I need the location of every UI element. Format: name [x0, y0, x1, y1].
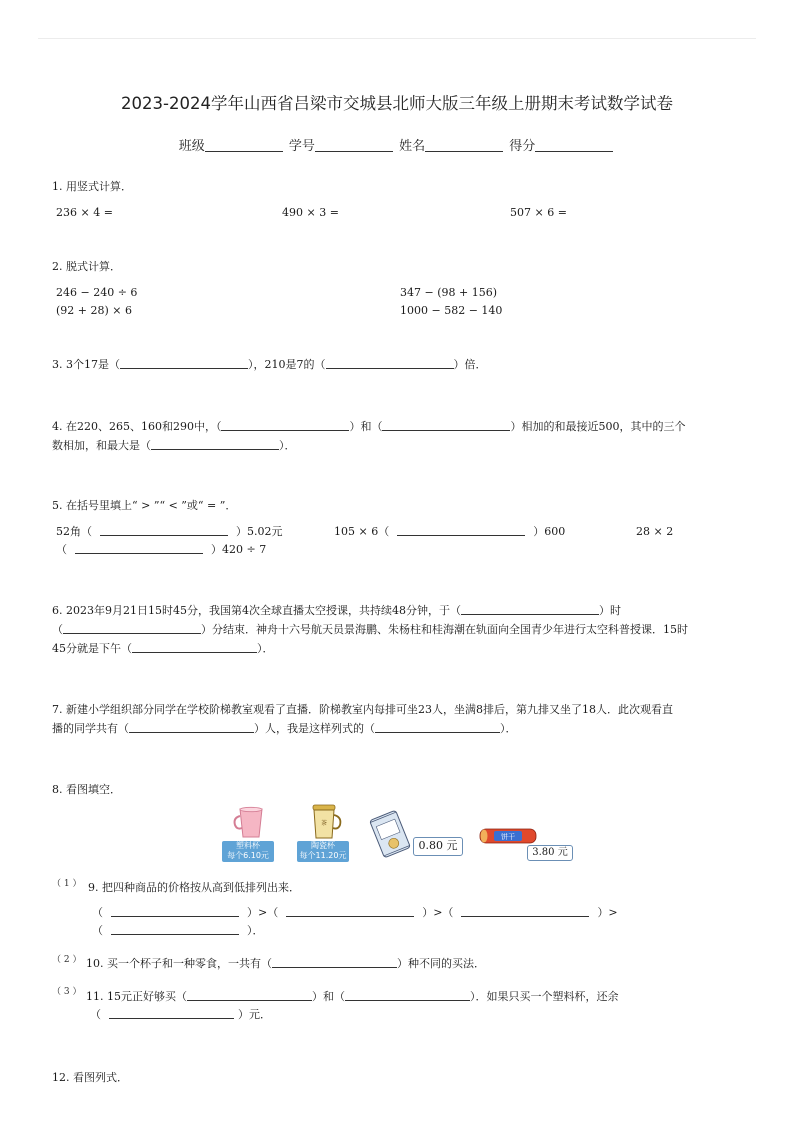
q1-label: 1. 用竖式计算． — [52, 180, 132, 193]
s3-line-2: （ ）元． — [90, 1008, 271, 1021]
q2-item-1: 246 − 240 ÷ 6 — [56, 286, 138, 299]
s1-line-2: （ ）． — [92, 924, 264, 937]
q6-line-3: 45分就是下午（ ）． — [52, 642, 274, 655]
s3-blank-3[interactable] — [109, 1007, 234, 1019]
q6-blank-2[interactable] — [63, 622, 201, 634]
q5-blank-1[interactable] — [100, 524, 228, 536]
biscuit-roll-label: 饼干 — [501, 833, 515, 841]
q2-label: 2. 脱式计算． — [52, 260, 121, 273]
q3-blank-2[interactable] — [326, 357, 454, 369]
q6-line-1: 6. 2023年9月21日15时45分，我国第4次全球直播太空授课，共持续48分钟，于（ ）时 — [52, 604, 621, 617]
svg-text:茶: 茶 — [320, 820, 328, 827]
sub-question-number-1: （ 1 ） — [52, 879, 82, 889]
q7-line-1: 7. 新建小学组织部分同学在学校阶梯教室观看了直播．阶梯教室内每排可坐23人，坐满8排后，第九排又坐了18人．此次观看直 — [52, 703, 673, 716]
q5-blank-2[interactable] — [397, 524, 525, 536]
q12-label: 12. 看图列式． — [52, 1071, 128, 1084]
s2-line: 10. 买一个杯子和一种零食，一共有（ ）种不同的买法． — [86, 957, 485, 970]
page-title: 2023-2024学年山西省吕梁市交城县北师大版三年级上册期末考试数学试卷 — [121, 94, 673, 113]
q7-blank-2[interactable] — [375, 721, 500, 733]
q4-blank-1[interactable] — [221, 419, 349, 431]
q4-blank-3[interactable] — [151, 438, 279, 450]
sub-question-number-3: （ 3 ） — [52, 987, 82, 997]
q1-item-1: 236 × 4 = — [56, 206, 113, 219]
snack-bag-price: 0.80 元 — [413, 837, 463, 856]
q4-line-2: 数相加，和最大是（ ）． — [52, 439, 296, 452]
ceramic-cup-image — [307, 803, 343, 841]
s1-blank-1[interactable] — [111, 905, 239, 917]
biscuit-roll-image — [478, 826, 538, 846]
q4-blank-2[interactable] — [382, 419, 510, 431]
q3-line: 3. 3个17是（ ），210是7的（ ）倍． — [52, 358, 487, 371]
s3-line-1: 11. 15元正好够买（ ）和（ ）．如果只买一个塑料杯，还余 — [86, 990, 619, 1003]
score-blank[interactable] — [535, 138, 613, 152]
s1-blank-4[interactable] — [111, 923, 239, 935]
q2-item-4: 1000 − 582 − 140 — [400, 304, 503, 317]
sub-question-number-2: （ 2 ） — [52, 955, 82, 965]
s1-line-1: （ ）>（ ）>（ ）> — [92, 906, 618, 919]
s3-blank-2[interactable] — [345, 989, 470, 1001]
name-label: 姓名 — [399, 139, 426, 154]
q2-item-3: (92 + 28) × 6 — [56, 304, 132, 317]
q7-blank-1[interactable] — [129, 721, 254, 733]
q5-item-3: （ ）420 ÷ 7 — [56, 543, 267, 556]
q5-blank-3[interactable] — [75, 542, 203, 554]
q1-item-3: 507 × 6 = — [510, 206, 567, 219]
id-blank[interactable] — [315, 138, 393, 152]
plastic-cup-image — [232, 806, 274, 840]
q5-item-1: 52角（ ）5.02元 — [56, 525, 283, 538]
q7-line-2: 播的同学共有（ ）人，我是这样列式的（ ）． — [52, 722, 517, 735]
s3-blank-1[interactable] — [187, 989, 312, 1001]
id-label: 学号 — [288, 139, 315, 154]
score-label: 得分 — [509, 139, 536, 154]
s1-label: 9. 把四种商品的价格按从高到低排列出来． — [88, 881, 300, 894]
q6-blank-1[interactable] — [461, 603, 599, 615]
q5-label: 5. 在括号里填上“ > ”“ < ”或“ = ”． — [52, 499, 237, 512]
page-top-rule — [38, 38, 756, 39]
snack-bag-image — [368, 808, 412, 860]
q3-blank-1[interactable] — [120, 357, 248, 369]
class-blank[interactable] — [205, 138, 283, 152]
q6-blank-3[interactable] — [132, 641, 257, 653]
ceramic-cup-tag: 陶瓷杯 每个11.20元 — [297, 841, 349, 862]
s1-blank-3[interactable] — [461, 905, 589, 917]
s1-blank-2[interactable] — [286, 905, 414, 917]
q1-item-2: 490 × 3 = — [282, 206, 339, 219]
class-label: 班级 — [178, 139, 205, 154]
student-info-line — [0, 135, 794, 154]
q5-item-2: 105 × 6（ ）600 — [334, 525, 566, 538]
q4-line-1: 4. 在220、265、160和290中，（ ）和（ ）相加的和最接近500，其中的三个 — [52, 420, 686, 433]
plastic-cup-tag: 塑料杯 每个6.10元 — [222, 841, 274, 862]
q5-item-3-expr: 28 × 2 — [636, 525, 674, 538]
name-blank[interactable] — [425, 138, 503, 152]
q6-line-2: （ ）分结束．神舟十六号航天员景海鹏、朱杨柱和桂海潮在轨面向全国青少年进行太空科普授课．15时 — [52, 623, 688, 636]
q8-label: 8. 看图填空． — [52, 783, 121, 796]
biscuit-roll-price: 3.80 元 — [527, 845, 573, 861]
s2-blank-1[interactable] — [272, 956, 397, 968]
q2-item-2: 347 − (98 + 156) — [400, 286, 497, 299]
